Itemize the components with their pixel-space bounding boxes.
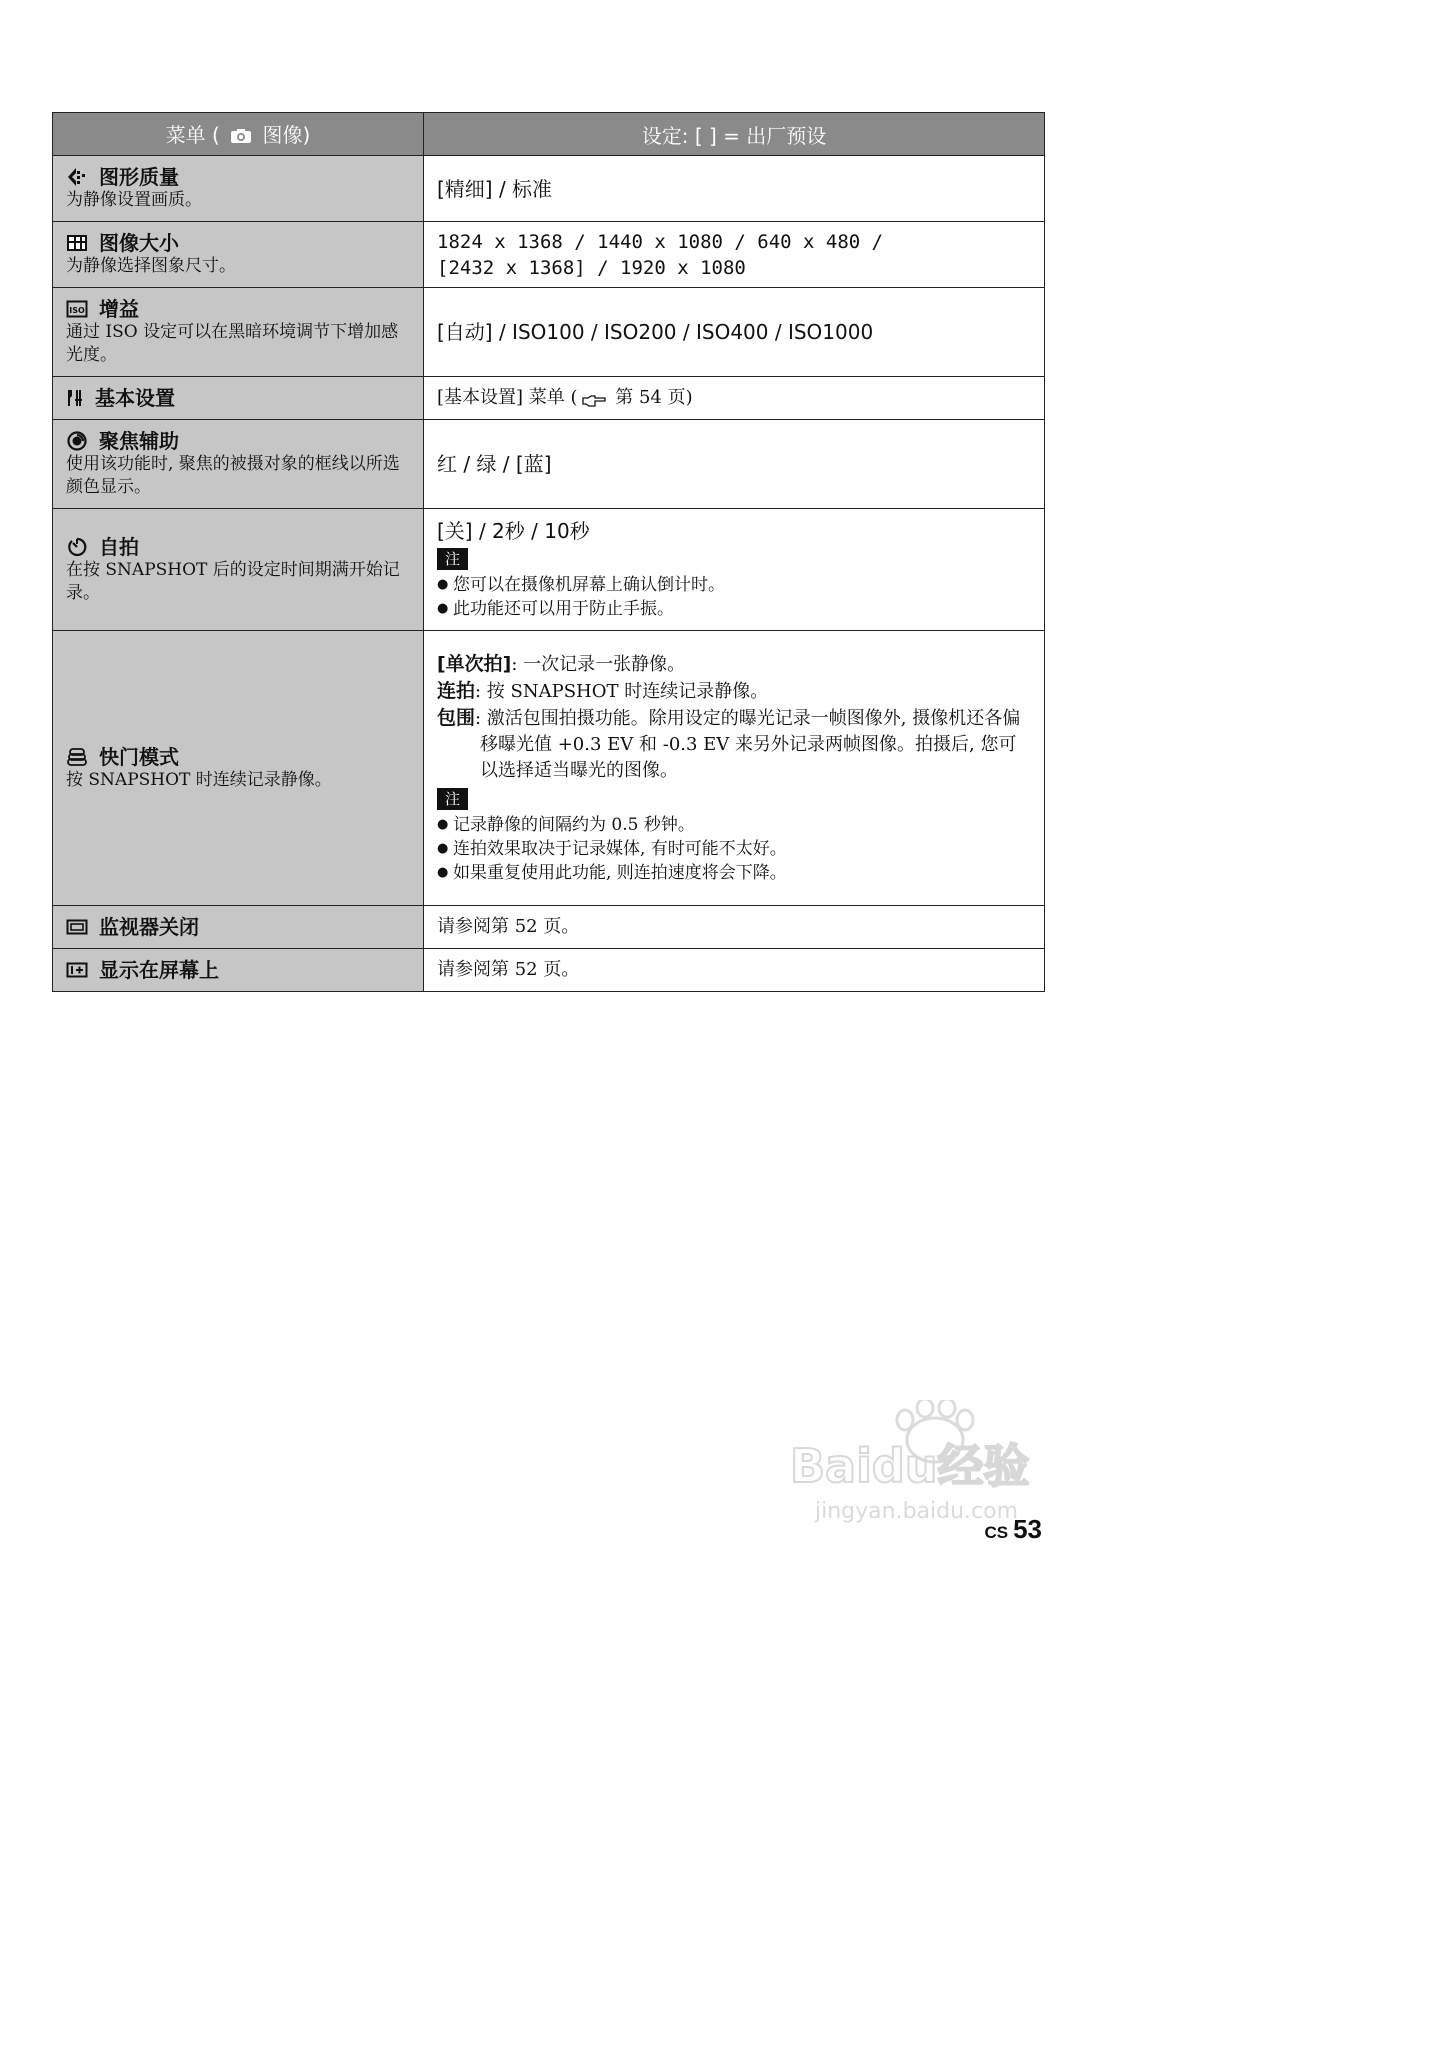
options-cell [424, 222, 1045, 288]
focus-assist-icon [66, 431, 88, 451]
table-row [53, 377, 1045, 420]
baidu-watermark [785, 1400, 1045, 1530]
option-values: 红 / 绿 / [蓝] [437, 452, 552, 476]
item-title: 聚焦辅助 [99, 429, 179, 453]
option-values: [精细] / 标准 [437, 176, 553, 201]
options-cell [424, 509, 1045, 631]
self-timer-icon [66, 537, 88, 557]
item-description: 在按 SNAPSHOT 后的设定时间期满开始记录。 [66, 559, 400, 603]
table-row [53, 509, 1045, 631]
item-title: 图像大小 [99, 231, 179, 255]
note-label: 注 [437, 788, 468, 810]
item-title: 显示在屏幕上 [99, 958, 219, 982]
note-label: 注 [437, 548, 468, 570]
page-language: CS [984, 1523, 1009, 1542]
item-title: 基本设置 [95, 386, 175, 410]
menu-settings-table [52, 112, 1045, 992]
page-reference: 请参阅第 52 页。 [437, 916, 580, 937]
table-row [53, 420, 1045, 509]
page-reference: 请参阅第 52 页。 [437, 959, 580, 980]
mode-single: [单次拍]: 一次记录一张静像。 [437, 653, 686, 675]
page-number [984, 1514, 1042, 1545]
shutter-mode-icon [66, 747, 88, 767]
table-row [53, 906, 1045, 949]
table-row [53, 288, 1045, 377]
menu-item-self-timer[interactable] [53, 509, 424, 631]
page-reference: [基本设置] 菜单 ( 第 54 页) [437, 387, 693, 408]
table-row [53, 949, 1045, 992]
item-title: 增益 [99, 297, 139, 321]
image-size-icon [66, 233, 88, 253]
menu-item-shutter-mode[interactable] [53, 631, 424, 906]
menu-item-image-quality[interactable] [53, 156, 424, 222]
pointing-hand-icon [582, 391, 606, 405]
item-description: 为静像设置画质。 [66, 190, 202, 210]
option-values-line2: [2432 x 1368] / 1920 x 1080 [437, 256, 746, 279]
watermark-url: jingyan.baidu.com [815, 1499, 1019, 1524]
table-header-row [53, 113, 1045, 156]
menu-item-monitor-off[interactable] [53, 906, 424, 949]
option-values-line1: 1824 x 1368 / 1440 x 1080 / 640 x 480 / [437, 230, 884, 253]
table-row [53, 631, 1045, 906]
table-row [53, 222, 1045, 288]
header-settings: 设定: [ ] = 出厂预设 [424, 113, 1045, 156]
display-on-screen-icon [66, 960, 88, 980]
camera-icon [230, 125, 252, 149]
note-list [437, 573, 1032, 621]
svg-text:ISO: ISO [69, 306, 85, 315]
item-title: 监视器关闭 [99, 915, 199, 939]
note-list [437, 813, 1032, 885]
note-item: ● 记录静像的间隔约为 0.5 秒钟。 [437, 813, 1032, 837]
item-description: 通过 ISO 设定可以在黑暗环境调节下增加感光度。 [66, 322, 399, 365]
options-cell [424, 949, 1045, 992]
watermark-brand: Baidu经验 [790, 1439, 1030, 1493]
item-description: 使用该功能时, 聚焦的被摄对象的框线以所选颜色显示。 [66, 454, 400, 497]
options-cell [424, 156, 1045, 222]
options-cell [424, 631, 1045, 906]
note-item: ● 此功能还可以用于防止手振。 [437, 597, 1032, 621]
mode-bracket: 包围: 激活包围拍摄功能。除用设定的曝光记录一帧图像外, 摄像机还各偏移曝光值 +0.3 EV 和 -0.3 EV 来另外记录两帧图像。拍摄后, 您可以选择适当曝光的图像。 [437, 707, 1021, 781]
options-cell [424, 288, 1045, 377]
option-values: [关] / 2秒 / 10秒 [437, 519, 590, 543]
item-description: 按 SNAPSHOT 时连续记录静像。 [66, 769, 332, 790]
baidu-paw-logo-icon [785, 1400, 1045, 1530]
option-values: [自动] / ISO100 / ISO200 / ISO400 / ISO1000 [437, 320, 874, 344]
note-item: ● 如果重复使用此功能, 则连拍速度将会下降。 [437, 861, 1032, 885]
header-menu: 菜单 ( 图像) [53, 113, 424, 156]
menu-item-display-on-screen[interactable] [53, 949, 424, 992]
menu-item-image-size[interactable] [53, 222, 424, 288]
basic-settings-icon [66, 388, 84, 408]
image-quality-icon [66, 167, 88, 187]
note-item: ● 您可以在摄像机屏幕上确认倒计时。 [437, 573, 1032, 597]
item-title: 自拍 [99, 534, 139, 559]
item-description: 为静像选择图象尺寸。 [66, 256, 236, 276]
note-item: ● 连拍效果取决于记录媒体, 有时可能不太好。 [437, 837, 1032, 861]
page-number-value: 53 [1013, 1514, 1042, 1544]
options-cell [424, 420, 1045, 509]
options-cell [424, 906, 1045, 949]
monitor-off-icon [66, 917, 88, 937]
mode-continuous: 连拍: 按 SNAPSHOT 时连续记录静像。 [437, 680, 769, 702]
options-cell [424, 377, 1045, 420]
item-title: 图形质量 [99, 165, 179, 189]
menu-item-basic-settings[interactable] [53, 377, 424, 420]
menu-item-gain[interactable] [53, 288, 424, 377]
table-row [53, 156, 1045, 222]
iso-icon [66, 299, 88, 319]
item-title: 快门模式 [99, 744, 179, 769]
menu-item-focus-assist[interactable] [53, 420, 424, 509]
